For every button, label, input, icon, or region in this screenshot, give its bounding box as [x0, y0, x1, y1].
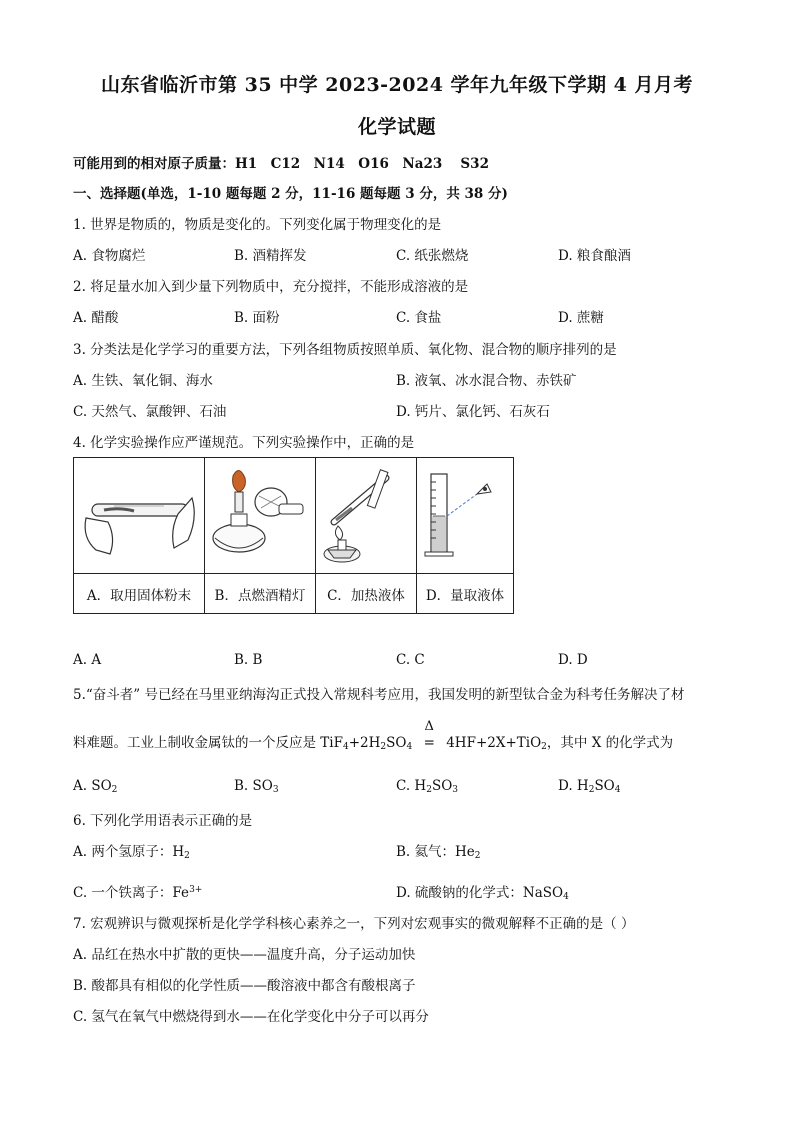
q4-option-d: D. D [558, 652, 588, 668]
figure-b-cell [205, 458, 316, 574]
q5-stem-line2 [73, 719, 674, 752]
q6-option-d: D. 硫酸钠的化学式：NaSO$_4$ [396, 885, 569, 902]
q1-option-a: A. 食物腐烂 [73, 248, 146, 264]
figure-a-caption: A．取用固体粉末 [74, 574, 205, 614]
q5-option-d: D. $H_2SO_4$ [558, 778, 621, 795]
q5-option-c: C. $H_2SO_3$ [396, 778, 459, 795]
q5-stem-line1: 5.“奋斗者” 号已经在马里亚纳海沟正式投入常规科考应用，我国发明的新型钛合金为科考任务解决了材 [73, 687, 685, 703]
q5-option-b: B. $SO_3$ [234, 778, 279, 795]
q1-stem: 1. 世界是物质的，物质是变化的。下列变化属于物理变化的是 [73, 217, 442, 233]
graduated-cylinder-icon [417, 458, 513, 569]
delta-icon: Δ [424, 719, 434, 734]
q5-equation: $TiF_4+2H_2SO_4$ Δ = 4HF+2X+TiO$_2$ [320, 719, 547, 752]
q1-option-d: D. 粮食酿酒 [558, 248, 631, 264]
q7-stem: 7. 宏观辨识与微观探析是化学学科核心素养之一，下列对宏观事实的微观解释不正确的是（ ） [73, 916, 635, 932]
exam-subtitle: 化学试题 [357, 116, 436, 138]
q2-option-d: D. 蔗糖 [558, 310, 604, 326]
q4-option-c: C. C [396, 652, 425, 668]
q4-option-a: A. A [73, 652, 102, 668]
q3-option-c: C. 天然气、氯酸钾、石油 [73, 404, 227, 420]
figure-a-cell [74, 458, 205, 574]
q7-option-c: C. 氢气在氧气中燃烧得到水——在化学变化中分子可以再分 [73, 1009, 429, 1025]
q6-option-b: B. 氦气：$He_2$ [396, 844, 481, 861]
q6-option-c: C. 一个铁离子：$Fe^{3+}$ [73, 885, 203, 901]
q4-figure-table [73, 457, 514, 614]
section1-heading: 一、选择题(单选，1-10 题每题 2 分，11-16 题每题 3 分，共 38 分) [73, 186, 508, 202]
figure-c-cell [316, 458, 417, 574]
q2-option-b: B. 面粉 [234, 310, 280, 326]
q2-option-c: C. 食盐 [396, 310, 442, 326]
q1-option-c: C. 纸张燃烧 [396, 248, 469, 264]
q7-option-a: A. 品红在热水中扩散的更快——温度升高，分子运动加快 [73, 947, 416, 963]
heating-liquid-icon [316, 458, 416, 569]
figure-d-caption: D．量取液体 [417, 574, 514, 614]
test-tube-powder-icon [74, 458, 204, 569]
q4-stem: 4. 化学实验操作应严谨规范。下列实验操作中，正确的是 [73, 435, 415, 451]
q1-option-b: B. 酒精挥发 [234, 248, 307, 264]
q2-option-a: A. 醋酸 [73, 310, 119, 326]
alcohol-lamp-lighting-icon [205, 458, 315, 569]
q4-option-b: B. B [234, 652, 263, 668]
q3-option-d: D. 钙片、氯化钙、石灰石 [396, 404, 550, 420]
q6-stem: 6. 下列化学用语表示正确的是 [73, 813, 253, 829]
q5-option-a: A. $SO_2$ [73, 778, 118, 795]
q3-option-b: B. 液氧、冰水混合物、赤铁矿 [396, 373, 577, 389]
figure-c-caption: C．加热液体 [316, 574, 417, 614]
atomic-mass-line: 可能用到的相对原子质量：H1 C12 N14 O16 Na23 S32 [73, 156, 489, 172]
figure-d-cell [417, 458, 514, 574]
figure-b-caption: B．点燃酒精灯 [205, 574, 316, 614]
q5-stem-suffix: ，其中 X 的化学式为 [546, 735, 674, 751]
q7-option-b: B. 酸都具有相似的化学性质——酸溶液中都含有酸根离子 [73, 978, 416, 994]
q3-option-a: A. 生铁、氧化铜、海水 [73, 373, 213, 389]
q2-stem: 2. 将足量水加入到少量下列物质中，充分搅拌，不能形成溶液的是 [73, 279, 469, 295]
q5-stem-prefix: 料难题。工业上制收金属钛的一个反应是 [73, 735, 316, 751]
equation-heat-sign: Δ = [412, 735, 446, 751]
exam-title: 山东省临沂市第 35 中学 2023-2024 学年九年级下学期 4 月月考 [101, 74, 693, 96]
q6-option-a: A. 两个氢原子：$H_2$ [73, 844, 190, 861]
q3-stem: 3. 分类法是化学学习的重要方法，下列各组物质按照单质、氧化物、混合物的顺序排列的是 [73, 342, 617, 358]
